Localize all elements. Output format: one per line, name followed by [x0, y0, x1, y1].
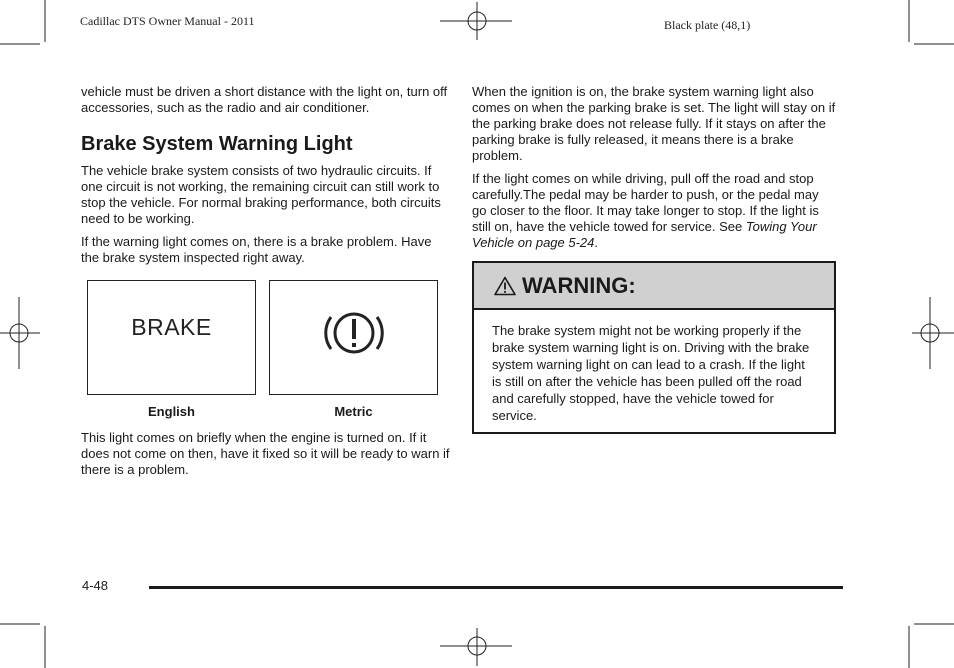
paragraph-warning-light: If the warning light comes on, there is a brake problem. Have the brake system inspected right away.	[81, 234, 432, 265]
english-symbol-box	[87, 280, 256, 395]
warning-triangle-icon	[494, 276, 516, 296]
page-number: 4-48	[82, 578, 109, 593]
brake-warning-circle-icon	[270, 281, 439, 396]
towing-reference-link[interactable]: Towing Your Vehicle on page 5‑24	[472, 219, 817, 250]
warning-header	[474, 263, 834, 310]
brake-symbol-figure	[81, 280, 451, 430]
paragraph-parking-brake: When the ignition is on, the brake system warning light also comes on when the parking brake is set. The light will stay on if the parking brake does not release fully. If it stays on after the parking brake is fully released, it means there is a brake problem.	[472, 84, 836, 163]
paragraph-circuits: The vehicle brake system consists of two hydraulic circuits. If one circuit is not working, the remaining circuit can still work to stop the vehicle. For normal braking performance, both circuits need to be working.	[81, 163, 441, 226]
metric-symbol-box	[269, 280, 438, 395]
paragraph-briefly: This light comes on briefly when the engine is turned on. If it does not come on then, have it fixed so it will be ready to warn if there is a problem.	[81, 430, 450, 477]
warning-box	[472, 261, 836, 434]
brake-text-symbol: BRAKE	[131, 314, 212, 340]
section-heading: Brake System Warning Light	[81, 133, 353, 155]
english-caption: English	[148, 404, 195, 419]
left-column	[81, 84, 451, 485]
warning-title: WARNING:	[522, 272, 636, 298]
header-plate-label: Black plate (48,1)	[664, 18, 751, 32]
intro-paragraph: vehicle must be driven a short distance with the light on, turn off accessories, such as the radio and air conditioner.	[81, 84, 448, 115]
warning-body: The brake system might not be working properly if the brake system warning light is on. Driving with the brake system warning light on can lead to a crash. If the light is still on after the vehicle has been pulled off the road and carefully stopped, have the vehicle towed for service.	[492, 323, 810, 423]
right-column	[472, 84, 836, 258]
paragraph-while-driving	[472, 171, 836, 251]
metric-caption: Metric	[334, 404, 373, 419]
footer-rule	[149, 586, 843, 589]
driving-text: If the light comes on while driving, pull off the road and stop carefully.The pedal may be harder to push, or the pedal may go closer to the floor. It may take longer to stop. If the light is still on, have the vehicle towed for service. See	[472, 171, 819, 234]
driving-text-end: .	[594, 235, 599, 250]
header-manual-title: Cadillac DTS Owner Manual - 2011	[80, 14, 255, 28]
